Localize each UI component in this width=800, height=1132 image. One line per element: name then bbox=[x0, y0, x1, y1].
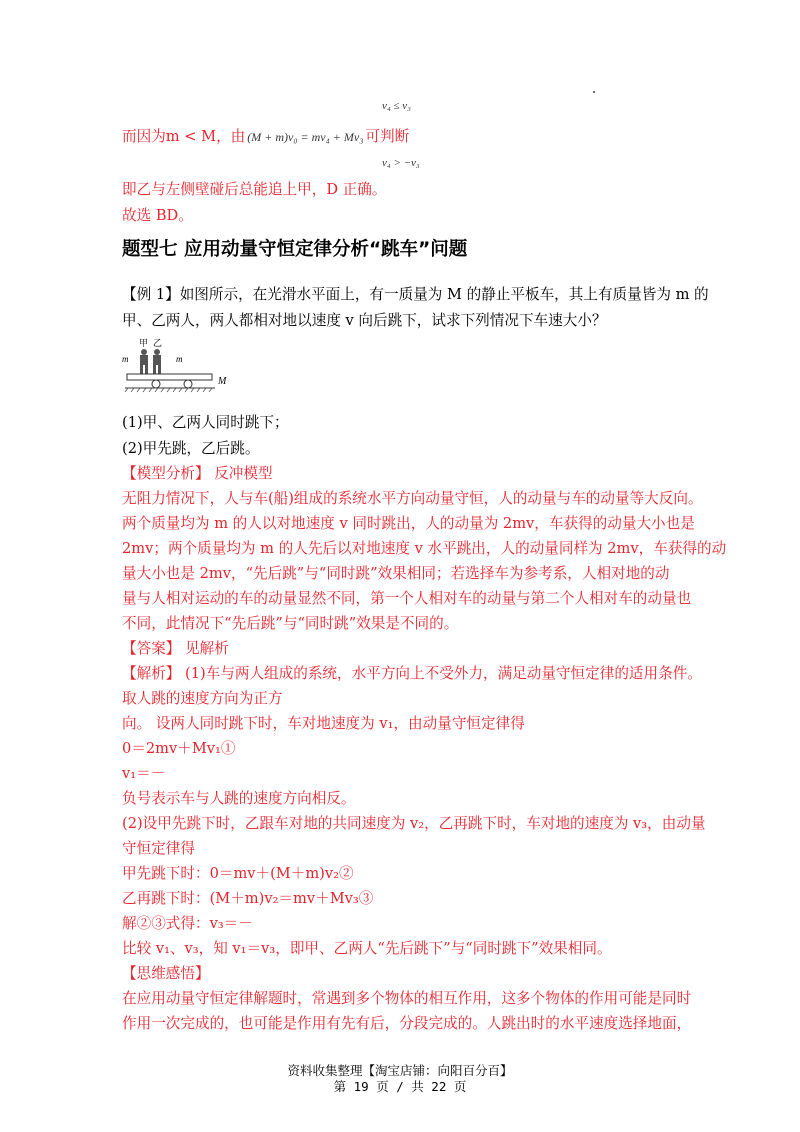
model-line: 无阻力情况下，人与车(船)组成的系统水平方向动量守恒，人的动量与车的动量等大反向。 bbox=[122, 490, 703, 507]
analysis-line: 比较 v₁、v₃，知 v₁＝v₃，即甲、乙两人“先后跳下”与“同时跳下”效果相同。 bbox=[122, 940, 612, 957]
label-m-right: m bbox=[176, 354, 183, 364]
person-jia-icon bbox=[140, 349, 148, 374]
insight-heading: 【思维感悟】 bbox=[122, 965, 210, 982]
cart-board bbox=[127, 374, 212, 380]
stray-dot bbox=[593, 91, 595, 93]
answer-line: 【答案】 见解析 bbox=[122, 640, 229, 657]
person-yi-icon bbox=[153, 349, 161, 374]
because-line bbox=[122, 127, 409, 147]
analysis-line: 【解析】 (1)车与两人组成的系统，水平方向上不受外力，满足动量守恒定律的适用条件。 bbox=[122, 665, 702, 682]
label-yi: 乙 bbox=[153, 339, 163, 349]
model-line: 两个质量均为 m 的人以对地速度 v 同时跳出，人的动量为 2mv，车获得的动量大小也是 bbox=[122, 515, 695, 532]
analysis-line: 乙再跳下时：(M＋m)v₂＝mv＋Mv₃③ bbox=[122, 890, 374, 907]
because-suffix: 可判断 bbox=[365, 128, 410, 145]
analysis-line: 取人跳的速度方向为正方 bbox=[122, 690, 283, 707]
equation-v4-le-v3: v₄ ≤ v₃ bbox=[382, 100, 411, 112]
model-line: 2mv；两个质量均为 m 的人先后以对地速度 v 水平跳出，人的动量同样为 2mv，车获得的动 bbox=[122, 540, 727, 557]
cart-wheel-right bbox=[184, 380, 192, 388]
analysis-line: 负号表示车与人跳的速度方向相反。 bbox=[122, 790, 356, 807]
analysis-line: v₁＝－ bbox=[122, 765, 166, 782]
question-2: (2)甲先跳，乙后跳。 bbox=[122, 440, 260, 457]
model-line: 量大小也是 2mv，“先后跳”与“同时跳”效果相同；若选择车为参考系，人相对地的动 bbox=[122, 565, 670, 582]
equation-v4-gt-neg-v3: v₄ > −v₃ bbox=[382, 157, 420, 169]
example-line-2: 甲、乙两人，两人都相对地以速度 v 向后跳下，试求下列情况下车速大小？ bbox=[122, 312, 607, 329]
example-line-1: 【例 1】如图所示，在光滑水平面上，有一质量为 M 的静止平板车，其上有质量皆为 m 的 bbox=[122, 286, 709, 303]
analysis-line: 甲先跳下时：0＝mv＋(M＋m)v₂② bbox=[122, 865, 354, 882]
analysis-line: 0＝2mv＋Mv₁① bbox=[122, 740, 236, 757]
model-heading: 【模型分析】 反冲模型 bbox=[122, 465, 273, 482]
footer-page-number: 第 19 页 / 共 22 页 bbox=[333, 1079, 467, 1094]
insight-line: 在应用动量守恒定律解题时，常遇到多个物体的相互作用，这多个物体的作用可能是同时 bbox=[122, 990, 692, 1007]
label-m-left: m bbox=[122, 354, 129, 364]
analysis-line: (2)设甲先跳下时，乙跟车对地的共同速度为 v₂，乙再跳下时，车对地的速度为 v₃，由动量 bbox=[122, 815, 706, 832]
label-jia: 甲 bbox=[139, 339, 149, 349]
insight-line: 作用一次完成的，也可能是作用有先有后，分段完成的。人跳出时的水平速度选择地面， bbox=[122, 1015, 692, 1032]
cart-diagram bbox=[120, 336, 240, 406]
conclusion-line-1: 即乙与左侧壁碰后总能追上甲，D 正确。 bbox=[122, 181, 387, 198]
footer-source: 资料收集整理【淘宝店铺：向阳百分百】 bbox=[287, 1063, 513, 1078]
cart-figure bbox=[120, 336, 240, 406]
because-prefix: 而因为m < M，由 bbox=[122, 128, 246, 145]
analysis-line: 向。 设两人同时跳下时，车对地速度为 v₁，由动量守恒定律得 bbox=[122, 715, 525, 732]
cart-wheel-left bbox=[152, 380, 160, 388]
model-line: 量与人相对运动的车的动量显然不同，第一个人相对车的动量与第二个人相对车的动量也 bbox=[122, 590, 692, 607]
ground-hatching bbox=[125, 388, 212, 392]
momentum-formula: (M + m)v₀ = mv₄ + Mv₃ bbox=[247, 130, 364, 144]
question-1: (1)甲、乙两人同时跳下； bbox=[122, 414, 289, 431]
label-M: M bbox=[218, 376, 227, 387]
model-line: 不同，此情况下“先后跳”与“同时跳”效果是不同的。 bbox=[122, 615, 459, 632]
conclusion-line-2: 故选 BD。 bbox=[122, 207, 193, 224]
section-title: 题型七 应用动量守恒定律分析“跳车”问题 bbox=[122, 239, 468, 260]
analysis-line: 守恒定律得 bbox=[122, 840, 195, 857]
analysis-line: 解②③式得：v₃＝－ bbox=[122, 915, 253, 932]
